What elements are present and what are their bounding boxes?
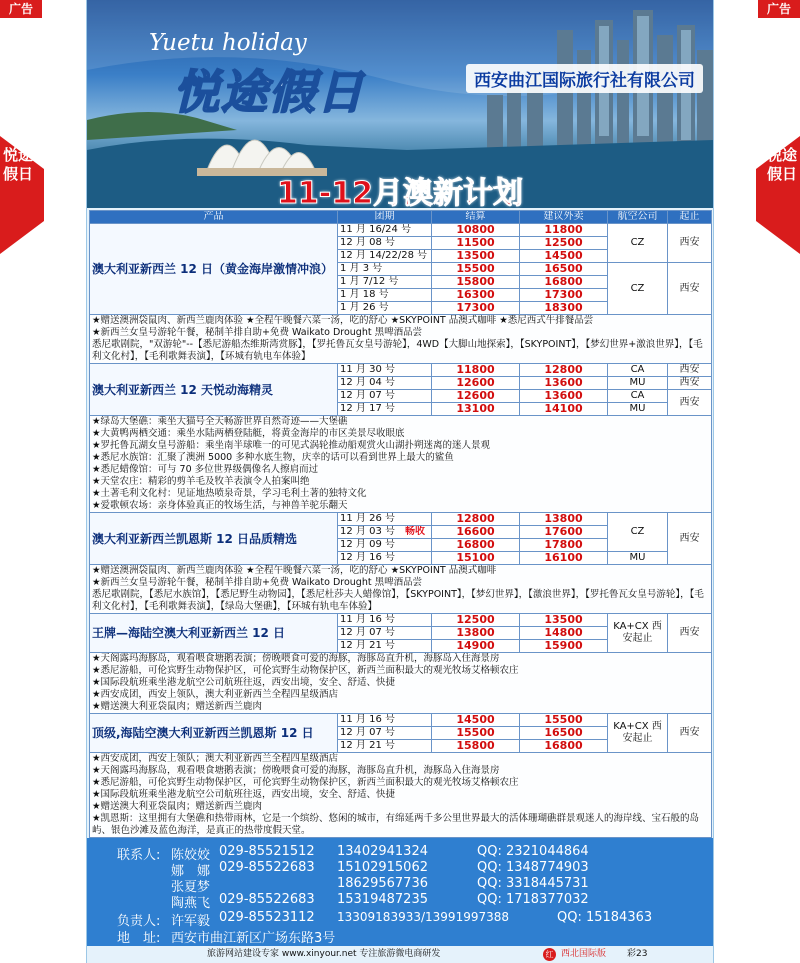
settle-price: 12800 [432,513,520,526]
settle-price: 15800 [432,740,520,753]
route: 西安 [668,390,712,416]
note-line: ★天阁露玛海豚岛，观看喂食塘鹅表演；傍晚喂食可爱的海豚，海豚岛直升机，海豚岛入住海景房 [92,765,500,776]
side-text-left: 悦途假日 [2,146,33,183]
retail-price: 14800 [520,627,608,640]
tour-date-text: 12 月 03 号 [340,526,395,537]
route: 西安 [668,614,712,653]
settle-price: 13500 [432,250,520,263]
airline: CA [608,390,668,403]
retail-price: 13500 [520,614,608,627]
manager-qq: QQ: 15184363 [557,910,653,925]
route: 西安 [668,513,712,565]
retail-price: 14500 [520,250,608,263]
note-line: ★国际段航班乘坐港龙航空公司航班往返，西安出境，安全、舒适、快捷 [92,677,396,688]
note-line: ★大黄鸭两栖交通：乘坐水陆两栖登陆艇，将黄金海岸的市区美景尽收眼底 [92,428,405,439]
tour-date: 12 月 07 号 [338,390,432,403]
contact-name: 陶燕飞 [171,896,211,911]
tour-date: 12 月 16 号 [338,552,432,565]
note-line: ★天阁露玛海豚岛，观看喂食塘鹅表演；傍晚喂食可爱的海豚，海豚岛直升机，海豚岛入住海景房 [92,653,500,664]
contact-mobile: 13402941324 [337,844,428,859]
retail-price: 12500 [520,237,608,250]
tour-notes [90,653,712,714]
retail-price: 17300 [520,289,608,302]
address: 西安市曲江新区广场东路3号 [171,931,336,946]
tour-notes [90,416,712,513]
tour-date: 12 月 07 号 [338,727,432,740]
airline: CZ [608,263,668,315]
retail-price: 15500 [520,714,608,727]
note-line: ★悉尼水族馆：汇聚了澳洲 5000 多种水底生物，庆幸的话可以看到世界上最大的鲨鱼 [92,452,454,463]
retail-price: 18300 [520,302,608,315]
tour-date: 12 月 17 号 [338,403,432,416]
contact-name: 陈姣姣 [171,848,211,863]
settle-price: 13100 [432,403,520,416]
col-header-settle: 结算 [432,211,520,224]
retail-price: 16500 [520,727,608,740]
note-line: ★悉尼游船，可伦宾野生动物保护区，可伦宾野生动物保护区，新西兰面积最大的观光牧场艾格顿农庄 [92,665,519,676]
contact-phone: 029-85522683 [219,860,315,875]
settle-price: 15800 [432,276,520,289]
settle-price: 17300 [432,302,520,315]
tour-date: 11 月 30 号 [338,364,432,377]
table-row [90,224,712,237]
retail-price: 16100 [520,552,608,565]
note-line: ★罗托鲁瓦湖女皇号游船：乘坐南半球唯一的可见式涡轮推动船观赏火山湖扑朔迷离的迷人景观 [92,440,491,451]
settle-price: 16300 [432,289,520,302]
ad-label-right: 广告 [758,0,800,18]
retail-price: 16800 [520,740,608,753]
table-row [90,714,712,727]
contact-phone: 029-85521512 [219,844,315,859]
tour-date: 12 月 09 号 [338,539,432,552]
tour-date: 11 月 16 号 [338,714,432,727]
retail-price: 12800 [520,364,608,377]
tour-notes-cell [90,565,712,614]
note-line: ★赠送澳洲袋鼠肉、新西兰鹿肉体验 ★全程午晚餐六菜一汤，吃的舒心 ★SKYPOINT 品澳式咖啡 [92,565,497,576]
tour-notes-cell [90,653,712,714]
ad-frame [86,0,714,963]
brand-english: Yuetu holiday [149,30,307,56]
note-line: ★赠送澳大利亚袋鼠肉；赠送新西兰鹿肉 [92,801,263,812]
airline: MU [608,403,668,416]
tour-date: 11 月 26 号 [338,513,432,526]
contact-mobile: 18629567736 [337,876,428,891]
manager-label: 负责人: [117,914,161,929]
settle-price: 16800 [432,539,520,552]
airline: KA+CX 西安起止 [608,714,668,753]
settle-price: 11800 [432,364,520,377]
col-header-date: 团期 [338,211,432,224]
contact-qq: QQ: 2321044864 [477,844,589,859]
manager-mobile: 13309183933/13991997388 [337,910,510,924]
tour-date: 12 月 21 号 [338,640,432,653]
footer-page-number: 彩23 [627,949,648,959]
settle-price: 11500 [432,237,520,250]
note-line: ★悉尼游船，可伦宾野生动物保护区，可伦宾野生动物保护区，新西兰面积最大的观光牧场艾格顿农庄 [92,777,519,788]
company-name: 西安曲江国际旅行社有限公司 [466,64,703,93]
tour-name: 澳大利亚新西兰 12 天悦动海精灵 [90,364,338,416]
table-row [90,614,712,627]
tour-date: 12 月 07 号 [338,627,432,640]
settle-price: 15500 [432,727,520,740]
tour-date: 11 月 16/24 号 [338,224,432,237]
tour-date: 12 月 08 号 [338,237,432,250]
note-line: ★凯恩斯：这里拥有大堡礁和热带雨林，它是一个缤纷、悠闲的城市，有绵延两千多公里世界最大的活体珊瑚礁群景观迷人的海岸线、宝石般的岛屿、银色沙滩及蓝色海洋，是真正的热带度假天堂。 [92,813,700,836]
note-line: ★西安成团，西安上领队；澳大利亚新西兰全程四星级酒店 [92,753,339,764]
tour-date: 11 月 16 号 [338,614,432,627]
contact-mobile: 15319487235 [337,892,428,907]
note-line: ★悉尼蜡像馆：可与 70 多位世界级偶像名人擦肩而过 [92,464,319,475]
tour-notes [90,315,712,364]
note-line: ★爱歌顿农场：亲身体验真正的牧场生活，与神兽羊驼乐翻天 [92,500,348,511]
manager-name: 许军毅 [171,914,211,929]
settle-price: 12600 [432,377,520,390]
route: 西安 [668,224,712,263]
contact-label: 联系人: [117,848,161,863]
footer-slogan: 旅游网站建设专家 www.xinyour.net 专注旅游微电商研发 [207,949,441,959]
retail-price: 15900 [520,640,608,653]
retail-price: 13800 [520,513,608,526]
contact-panel [87,838,713,946]
route: 西安 [668,377,712,390]
tour-notes [90,753,712,838]
settle-price: 15100 [432,552,520,565]
note-line: 悉尼歌剧院，"双游轮"--【悉尼游船杰维斯湾赏豚】，【罗托鲁瓦女皇号游轮】，4WD【大脚山地探索】，【SKYPOINT】，【梦幻世界+激浪世界】，【毛利文化村】，【毛利歌舞表演】，【环城有轨电车体验】 [92,339,703,362]
tour-name: 澳大利亚新西兰 12 日（黄金海岸激情冲浪） [90,224,338,315]
tour-notes-cell [90,416,712,513]
tour-date: 1 月 7/12 号 [338,276,432,289]
contact-phone: 029-85522683 [219,892,315,907]
table-header-row [90,211,712,224]
contact-mobile: 15102915062 [337,860,428,875]
route: 西安 [668,714,712,753]
retail-price: 11800 [520,224,608,237]
tour-date: 1 月 18 号 [338,289,432,302]
route: 西安 [668,263,712,315]
tour-name: 王牌—海陆空澳大利亚新西兰 12 日 [90,614,338,653]
tour-date: 12 月 04 号 [338,377,432,390]
footer-section: 西北国际版 [561,949,607,959]
table-row [90,513,712,526]
tour-name: 澳大利亚新西兰凯恩斯 12 日品质精选 [90,513,338,565]
note-line: ★西安成团，西安上领队，澳大利亚新西兰全程四星级酒店 [92,689,339,700]
tour-price-table [89,210,712,838]
contact-name: 娜 娜 [171,864,211,879]
note-line: ★国际段航班乘坐港龙航空公司航班往返，西安出境，安全、舒适、快捷 [92,789,396,800]
tour-notes [90,565,712,614]
tour-date: 1 月 26 号 [338,302,432,315]
note-line: ★新西兰女皇号游轮午餐，秘制羊排自助+免费 Waikato Drought 黑啤酒品尝 [92,577,423,588]
settle-price: 15500 [432,263,520,276]
tour-date: 12 月 21 号 [338,740,432,753]
banner [87,0,713,208]
settle-price: 16600 [432,526,520,539]
settle-price: 12500 [432,614,520,627]
settle-price: 10800 [432,224,520,237]
note-line: ★赠送澳大利亚袋鼠肉；赠送新西兰鹿肉 [92,701,263,712]
retail-price: 17600 [520,526,608,539]
col-header-retail: 建议外卖 [520,211,608,224]
settle-price: 14500 [432,714,520,727]
tour-date [338,526,432,539]
ad-label-left: 广告 [0,0,42,18]
airline: CA [608,364,668,377]
table-row [90,364,712,377]
retail-price: 16800 [520,276,608,289]
route: 西安 [668,364,712,377]
airline: MU [608,552,668,565]
note-line: ★赠送澳洲袋鼠肉、新西兰鹿肉体验 ★全程午晚餐六菜一汤，吃的舒心 ★SKYPOINT 品澳式咖啡 ★悉尼西式牛排餐品尝 [92,315,594,326]
retail-price: 16500 [520,263,608,276]
airline: CZ [608,513,668,552]
side-text-right: 悦途假日 [766,146,797,183]
airline: MU [608,377,668,390]
retail-price: 13600 [520,377,608,390]
tour-name: 顶级,海陆空澳大利亚新西兰凯恩斯 12 日 [90,714,338,753]
brand-logo: 悦途假日 [173,65,365,119]
manager-phone: 029-85523112 [219,910,315,925]
tour-notes-cell [90,315,712,364]
settle-price: 13800 [432,627,520,640]
col-header-airline: 航空公司 [608,211,668,224]
plan-title: 11-12月澳新计划 [277,176,523,208]
retail-price: 14100 [520,403,608,416]
note-line: ★土著毛利文化村：见证地热喷泉奇景，学习毛利土著的独特文化 [92,488,367,499]
contact-qq: QQ: 3318445731 [477,876,589,891]
address-label: 地 址: [117,931,161,946]
note-line: ★新西兰女皇号游轮午餐，秘制羊排自助+免费 Waikato Drought 黑啤酒品尝 [92,327,423,338]
airline: KA+CX 西安起止 [608,614,668,653]
note-line: ★绿岛大堡礁：乘坐大猫号全天畅游世界自然奇迹——大堡礁 [92,416,348,427]
contact-name: 张夏梦 [171,880,211,895]
tour-date: 1 月 3 号 [338,263,432,276]
settle-price: 14900 [432,640,520,653]
contact-qq: QQ: 1718377032 [477,892,589,907]
tour-notes-cell [90,753,712,838]
retail-price: 17800 [520,539,608,552]
col-header-route: 起止 [668,211,712,224]
page-footer [87,946,713,963]
footer-badge-icon: 红 [543,948,556,961]
note-line: ★天堂农庄：精彩的剪羊毛及牧羊表演令人拍案叫绝 [92,476,310,487]
contact-qq: QQ: 1348774903 [477,860,589,875]
note-line: 悉尼歌剧院，【悉尼水族馆】，【悉尼野生动物园】，【悉尼杜莎夫人蜡像馆】，【SKYPOINT】，【梦幻世界】，【激浪世界】，【罗托鲁瓦女皇号游轮】，【毛利文化村】，【毛利歌舞表演】，【绿岛大堡礁】，【环城有轨电车体验】 [92,589,704,612]
hot-sale-tag: 畅收 [405,526,425,537]
airline: CZ [608,224,668,263]
settle-price: 12600 [432,390,520,403]
tour-date: 12 月 14/22/28 号 [338,250,432,263]
retail-price: 13600 [520,390,608,403]
col-header-product: 产品 [90,211,338,224]
